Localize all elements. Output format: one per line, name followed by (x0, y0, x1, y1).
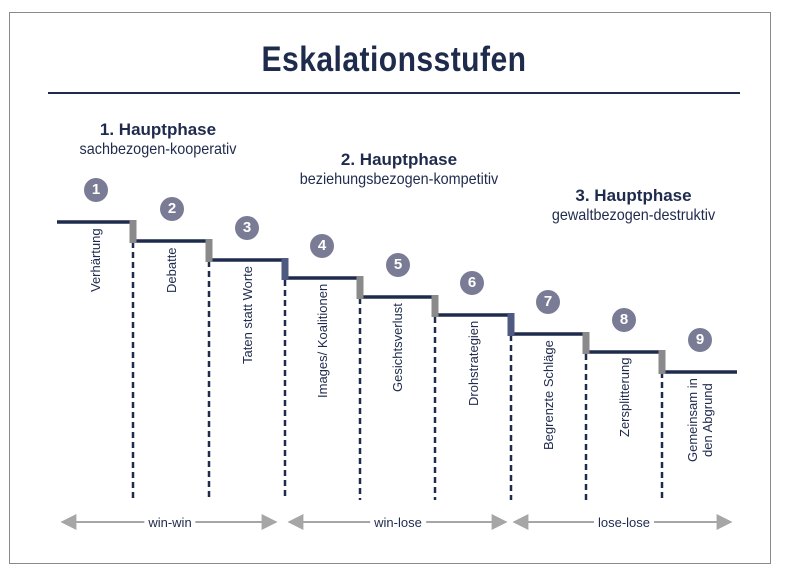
stage-number-9: 9 (695, 331, 705, 348)
step-marker-5 (432, 295, 439, 317)
outcome-label-win-win: win-win (144, 515, 195, 530)
stage-number-4: 4 (317, 237, 327, 254)
stage-label-7: Begrenzte Schläge (541, 340, 556, 450)
phase-3-subtitle: gewaltbezogen-destruktiv (551, 207, 716, 224)
stage-label-9: Gemeinsam in den Abgrund (684, 378, 715, 462)
step-marker-1 (130, 220, 137, 243)
phase-2-title: 2. Hauptphase (340, 150, 458, 169)
step-marker-3 (282, 258, 289, 280)
stage-label-1: Verhärtung (87, 228, 103, 292)
stage-label-4: Images/ Koalitionen (315, 283, 330, 398)
stage-label-2: Debatte (163, 247, 179, 293)
phase-3-title: 3. Hauptphase (575, 186, 692, 205)
stage-number-5: 5 (393, 256, 403, 273)
diagram-title: Eskalationsstufen (261, 40, 527, 79)
step-marker-7 (583, 332, 590, 354)
stage-number-8: 8 (619, 311, 629, 328)
stage-number-2: 2 (167, 200, 177, 217)
phase-1-subtitle: sachbezogen-kooperativ (79, 141, 237, 158)
stage-label-8: Zersplitterung (616, 357, 632, 437)
stage-label-6: Drohstrategien (465, 320, 481, 406)
stage-number-6: 6 (467, 274, 477, 291)
stage-number-1: 1 (91, 181, 101, 198)
step-marker-6 (508, 313, 515, 336)
outcome-label-lose-lose: lose-lose (594, 515, 654, 530)
outcome-label-win-lose: win-lose (370, 515, 426, 530)
step-marker-2 (206, 239, 213, 262)
stage-number-3: 3 (242, 219, 252, 236)
step-marker-8 (659, 350, 666, 374)
stage-label-3: Taten statt Worte (239, 265, 255, 364)
phase-2-subtitle: beziehungsbezogen-kompetitiv (299, 171, 499, 188)
stage-label-5: Gesichtsverlust (390, 303, 405, 392)
stage-number-7: 7 (543, 293, 553, 310)
step-marker-4 (357, 276, 364, 299)
phase-1-title: 1. Hauptphase (99, 120, 217, 139)
